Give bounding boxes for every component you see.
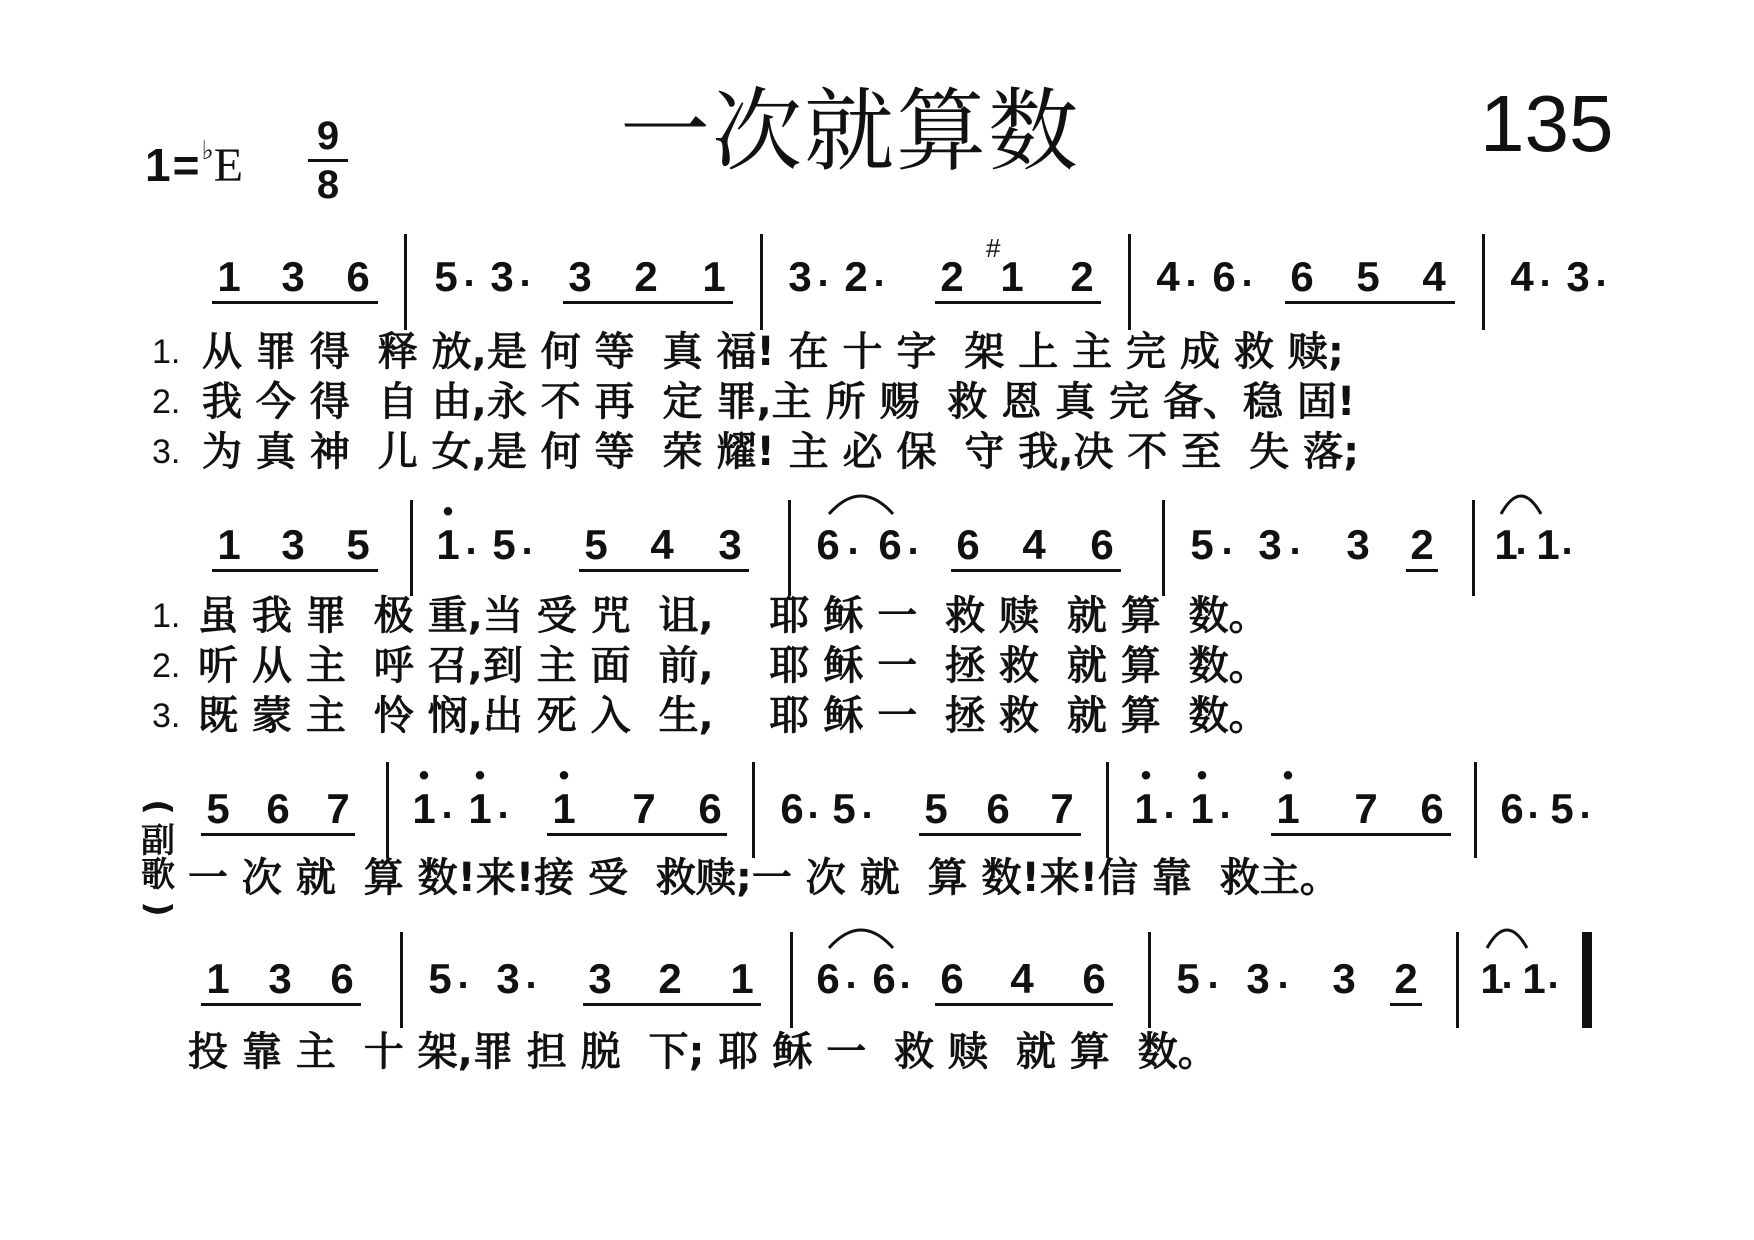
note: 1 [206, 955, 230, 1002]
verse-number: 3. [152, 433, 181, 471]
final-barline [1582, 932, 1592, 1028]
dot: . [1185, 251, 1197, 295]
note: 7 [632, 785, 656, 832]
note: 5 [1550, 785, 1574, 832]
dot: . [873, 251, 885, 295]
note: 1 [217, 521, 241, 568]
note: 3 [1346, 521, 1370, 568]
note: 6 [956, 521, 980, 568]
barline [1456, 932, 1459, 1028]
note: 5 [492, 521, 516, 568]
note: 6 [816, 521, 840, 568]
note: 1 • [1266, 786, 1310, 832]
high-dot: • [558, 759, 570, 792]
note: 5 [1176, 955, 1200, 1002]
paren-open: ( [138, 799, 178, 815]
note: 4 [1510, 253, 1534, 300]
dot: . [1539, 251, 1551, 295]
note: 3 [1566, 253, 1590, 300]
chorus-char: 歌 [141, 855, 175, 895]
note: 1 • [458, 786, 502, 832]
note: 5 [924, 785, 948, 832]
note: 3 [281, 521, 305, 568]
dot: . [1515, 519, 1527, 563]
note: 2 [1410, 521, 1434, 568]
lyric-line: 为 真 神 儿 女,是 何 等 荣 耀! 主 必 保 守 我,决 不 至 失 落; [202, 429, 1360, 475]
tie-arc [826, 914, 896, 954]
note: 1 [217, 253, 241, 300]
note: 6 [1500, 785, 1524, 832]
note: 6 [940, 955, 964, 1002]
dot: . [519, 251, 531, 295]
barline [790, 932, 793, 1028]
key-do: 1 [145, 139, 171, 191]
note: 7 [1354, 785, 1378, 832]
note: 3 [1332, 955, 1356, 1002]
note: 2 [658, 955, 682, 1002]
note: 2 [844, 253, 868, 300]
verse-number: 2. [152, 647, 181, 685]
note: 1 [1494, 521, 1518, 568]
key-equals: = [172, 139, 200, 191]
note: 1 • [426, 522, 470, 568]
dot: . [1527, 783, 1539, 827]
high-dot: • [442, 495, 454, 528]
note: 5 [434, 253, 458, 300]
note: 3 [281, 253, 305, 300]
verse-number: 1. [152, 597, 181, 635]
note: 6 [1212, 253, 1236, 300]
dot: . [441, 783, 453, 827]
note: 4 [1022, 521, 1046, 568]
barline [1148, 932, 1151, 1028]
time-denominator: 8 [316, 163, 340, 207]
dot: . [1579, 783, 1591, 827]
note: 1 • [402, 786, 446, 832]
note: 3 [496, 955, 520, 1002]
high-dot: • [1282, 759, 1294, 792]
key-note: E [213, 139, 244, 192]
dot: . [521, 519, 533, 563]
dot: . [497, 783, 509, 827]
note: 6 [266, 785, 290, 832]
note: 7 [1050, 785, 1074, 832]
high-dot: • [1140, 759, 1152, 792]
dot: . [1501, 953, 1513, 997]
note: 3 [268, 955, 292, 1002]
note: 6 [872, 955, 896, 1002]
note: 1 [730, 955, 754, 1002]
note: 4 [650, 521, 674, 568]
note: 6 [1090, 521, 1114, 568]
note: 5 [1356, 253, 1380, 300]
dot: . [465, 519, 477, 563]
dot: . [1207, 953, 1219, 997]
hymn-number: 135 [1480, 79, 1614, 168]
note: 5 [1190, 521, 1214, 568]
lyric-line: 听 从 主 呼 召,到 主 面 前, 耶 稣 一 拯 救 就 算 数。 [198, 643, 1269, 689]
note: 1 • [1124, 786, 1168, 832]
underline [1390, 1003, 1422, 1006]
note: 6 [816, 955, 840, 1002]
sharp-sign: # [986, 233, 1001, 263]
note: 2 [1070, 253, 1094, 300]
lyric-line: 一 次 就 算 数!来!接 受 救赎;一 次 就 算 数!来!信 靠 救主。 [188, 855, 1340, 901]
dot: . [899, 953, 911, 997]
high-dot: • [474, 759, 486, 792]
note: 2 [1394, 955, 1418, 1002]
barline [400, 932, 403, 1028]
dot: . [457, 953, 469, 997]
chorus-char: 副 [141, 821, 175, 861]
dot: . [1561, 519, 1573, 563]
dot: . [463, 251, 475, 295]
note: 2 [940, 253, 964, 300]
lyric-line: 既 蒙 主 怜 悯,出 死 入 生, 耶 稣 一 拯 救 就 算 数。 [198, 693, 1269, 739]
note: 5 [346, 521, 370, 568]
dot: . [861, 783, 873, 827]
note: 1 [1522, 955, 1546, 1002]
note: 6 [780, 785, 804, 832]
note: 6 [1290, 253, 1314, 300]
note: 7 [326, 785, 350, 832]
note: 6 [346, 253, 370, 300]
note: 3 [568, 253, 592, 300]
dot: . [907, 519, 919, 563]
lyric-line: 我 今 得 自 由,永 不 再 定 罪,主 所 赐 救 恩 真 完 备、稳 固! [202, 379, 1356, 425]
note: 1 [1480, 955, 1504, 1002]
note: 6 [878, 521, 902, 568]
dot: . [1219, 783, 1231, 827]
note: 5 [206, 785, 230, 832]
note: 1 [702, 253, 726, 300]
dot: . [847, 519, 859, 563]
beam [583, 1003, 761, 1006]
dot: . [817, 251, 829, 295]
paren-close: ) [138, 901, 178, 917]
note: 4 [1422, 253, 1446, 300]
note: 2 [634, 253, 658, 300]
note: 1 # [986, 233, 1024, 300]
dot: . [1277, 953, 1289, 997]
hymn-title: 一次就算数 [620, 79, 1080, 184]
note: 1 • [1180, 786, 1224, 832]
note: 4 [1010, 955, 1034, 1002]
dot: . [845, 953, 857, 997]
note: 3 [1246, 955, 1270, 1002]
dot: . [1163, 783, 1175, 827]
note: 3 [588, 955, 612, 1002]
note: 3 [788, 253, 812, 300]
lyric-line: 投 靠 主 十 架,罪 担 脱 下; 耶 稣 一 救 赎 就 算 数。 [188, 1029, 1218, 1075]
beam [935, 1003, 1113, 1006]
dot: . [1241, 251, 1253, 295]
note: 1 • [542, 786, 586, 832]
high-dot: • [1196, 759, 1208, 792]
dot: . [807, 783, 819, 827]
note: 6 [1082, 955, 1106, 1002]
lyric-line: 从 罪 得 释 放,是 何 等 真 福! 在 十 字 架 上 主 完 成 救 赎; [202, 329, 1344, 375]
lyric-line: 虽 我 罪 极 重,当 受 咒 诅, 耶 稣 一 救 赎 就 算 数。 [198, 593, 1269, 639]
dot: . [1221, 519, 1233, 563]
note: 6 [986, 785, 1010, 832]
note: 3 [490, 253, 514, 300]
verse-number: 2. [152, 383, 181, 421]
note: 3 [1258, 521, 1282, 568]
verse-number: 1. [152, 333, 181, 371]
high-dot: • [418, 759, 430, 792]
verse-number: 3. [152, 697, 181, 735]
beam [201, 1003, 361, 1006]
dot: . [1595, 251, 1607, 295]
dot: . [1289, 519, 1301, 563]
note: 6 [1420, 785, 1444, 832]
tie-arc [1484, 914, 1530, 954]
note: 5 [428, 955, 452, 1002]
flat-sign: ♭ [201, 136, 214, 166]
dot: . [525, 953, 537, 997]
note: 6 [330, 955, 354, 1002]
note: 3 [718, 521, 742, 568]
dot: . [1547, 953, 1559, 997]
note: 5 [832, 785, 856, 832]
note: 1 [1536, 521, 1560, 568]
note: 5 [584, 521, 608, 568]
time-numerator: 9 [316, 114, 340, 158]
note: 4 [1156, 253, 1180, 300]
note: 6 [698, 785, 722, 832]
